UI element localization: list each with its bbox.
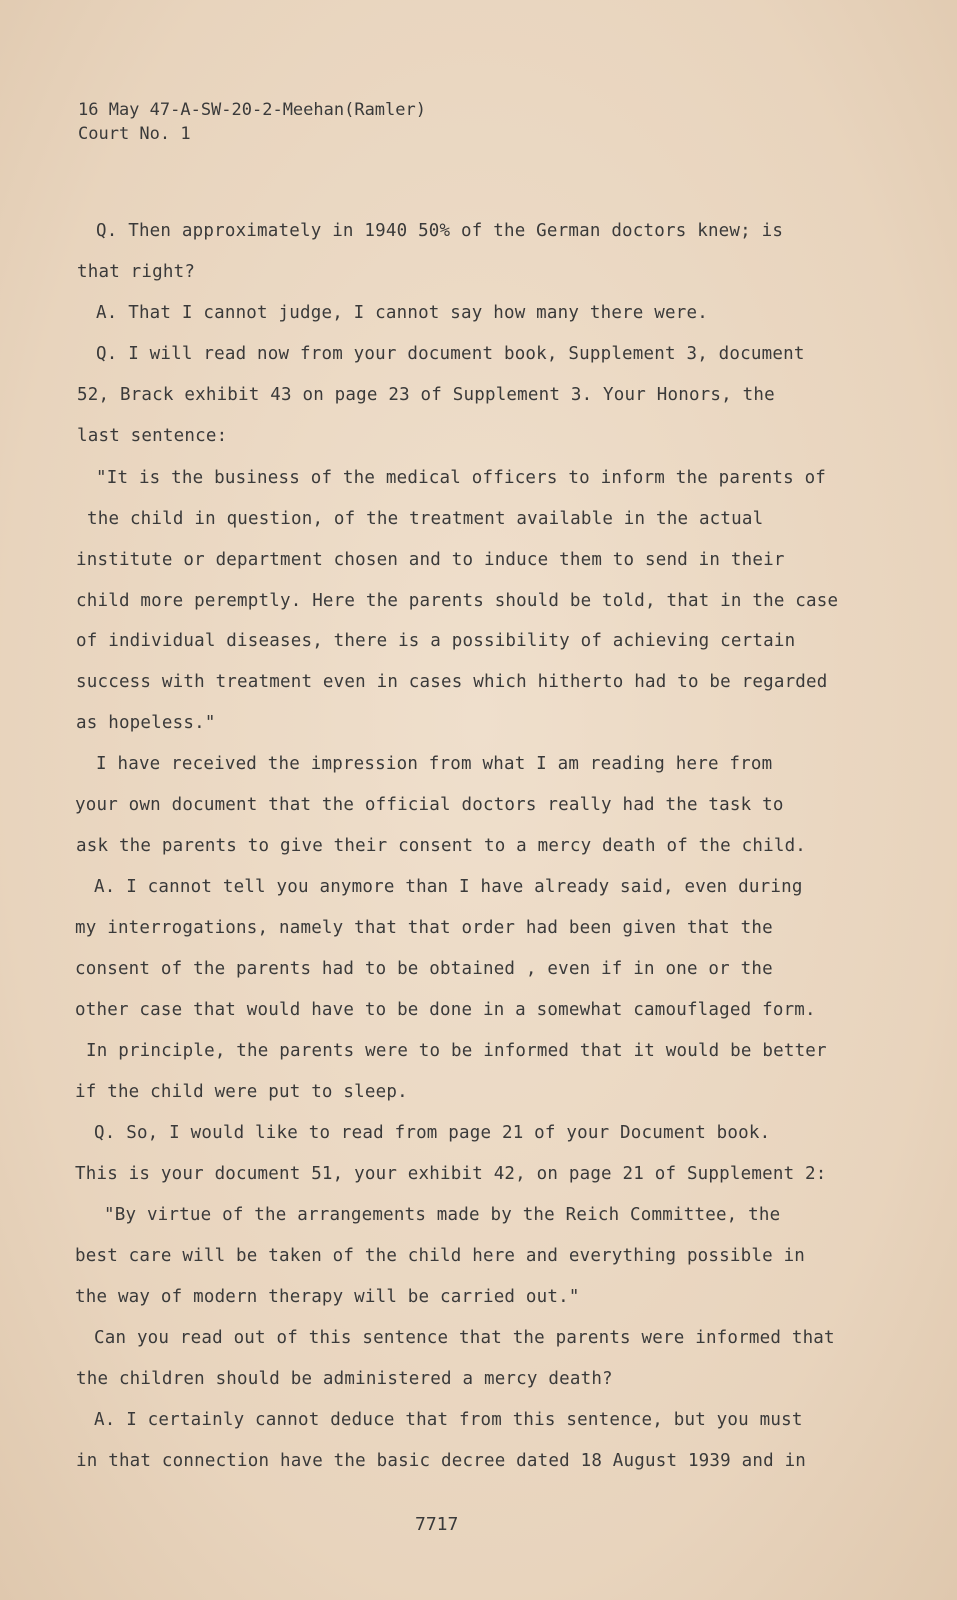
text-line: In principle, the parents were to be informed that it would be better [86,1041,827,1061]
text-line: that right? [77,262,196,282]
text-line: the child in question, of the treatment available in the actual [87,509,764,529]
text-line: "By virtue of the arrangements made by the Reich Committee, the [104,1205,781,1225]
text-line: my interrogations, namely that that order had been given that the [75,918,773,938]
text-line: ask the parents to give their consent to a mercy death of the child. [76,836,807,856]
text-line: This is your document 51, your exhibit 42, on page 21 of Supplement 2: [75,1164,827,1184]
text-line: I have received the impression from what I am reading here from [96,754,773,774]
text-line: A. That I cannot judge, I cannot say how many there were. [96,303,708,323]
text-line: of individual diseases, there is a possibility of achieving certain [76,631,796,651]
header-reference: 16 May 47-A-SW-20-2-Meehan(Ramler) [78,100,426,120]
text-line: in that connection have the basic decree dated 18 August 1939 and in [76,1451,807,1471]
document-header [78,98,426,146]
page-number: 7717 [415,1514,459,1535]
text-line: as hopeless." [76,713,216,733]
text-line: Q. Then approximately in 1940 50% of the German doctors knew; is [96,221,784,241]
text-line: other case that would have to be done in a somewhat camouflaged form. [75,1000,816,1020]
text-line: 52, Brack exhibit 43 on page 23 of Supplement 3. Your Honors, the [77,385,775,405]
text-line: child more peremptly. Here the parents should be told, that in the case [76,591,839,611]
text-line: success with treatment even in cases which hitherto had to be regarded [76,672,828,692]
text-line: "It is the business of the medical officers to inform the parents of [96,468,827,488]
text-line: if the child were put to sleep. [75,1082,408,1102]
header-court: Court No. 1 [78,124,191,144]
text-line: Q. I will read now from your document book, Supplement 3, document [96,344,805,364]
text-line: Can you read out of this sentence that the parents were informed that [94,1328,835,1348]
text-line: best care will be taken of the child here and everything possible in [75,1246,806,1266]
text-line: the children should be administered a mercy death? [76,1369,613,1389]
text-line: consent of the parents had to be obtained , even if in one or the [75,959,773,979]
text-line: your own document that the official doctors really had the task to [75,795,784,815]
text-line: last sentence: [77,426,228,446]
text-line: A. I certainly cannot deduce that from this sentence, but you must [94,1410,803,1430]
text-line: A. I cannot tell you anymore than I have already said, even during [94,877,803,897]
text-line: the way of modern therapy will be carried out." [75,1287,580,1307]
text-line: Q. So, I would like to read from page 21 of your Document book. [94,1123,771,1143]
text-line: institute or department chosen and to induce them to send in their [76,550,785,570]
